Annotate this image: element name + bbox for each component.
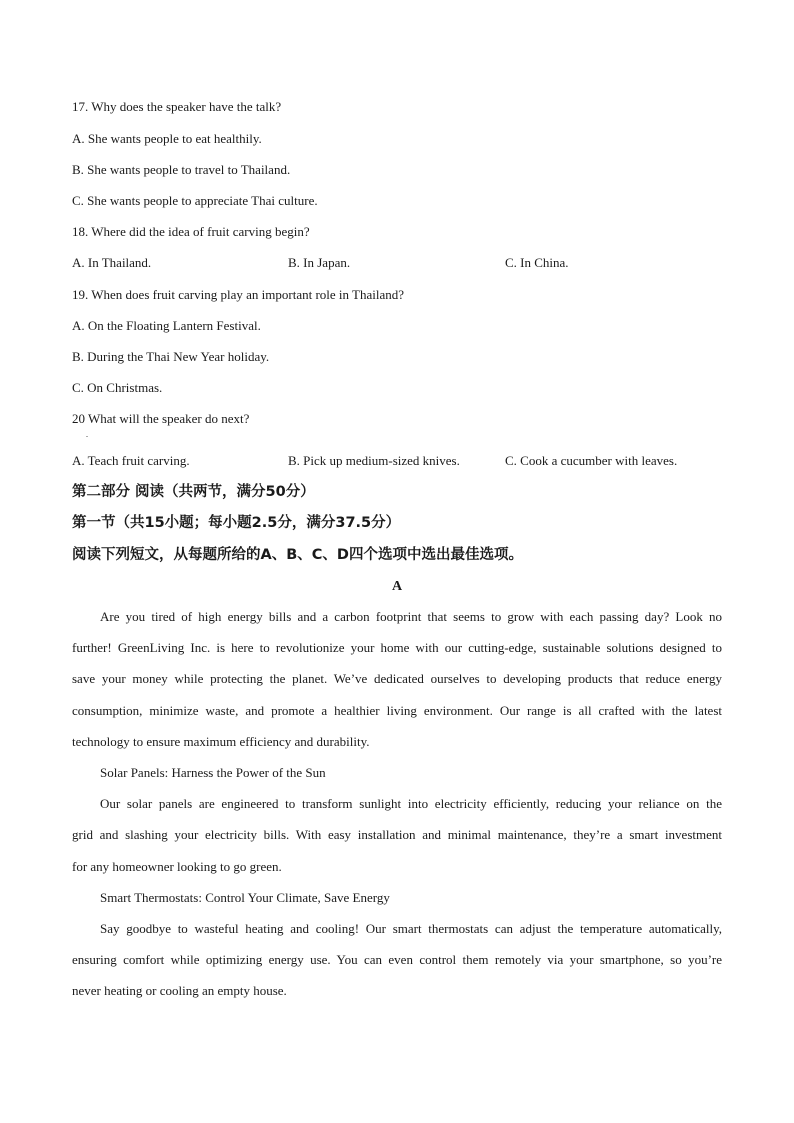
solar-line-2: grid and slashing your electricity bills. With easy installation and minimal maintenance, they’re a smart investment: [72, 827, 722, 842]
thermo-line-2: ensuring comfort while optimizing energy use. You can even control them remotely via your smartphone, so you’re: [72, 952, 722, 967]
question-19-stem: 19. When does fruit carving play an important role in Thailand?: [72, 287, 405, 302]
intro-line-5: technology to ensure maximum efficiency and durability.: [72, 734, 370, 749]
passage-letter: A: [391, 579, 403, 594]
question-20-stem: 20 What will the speaker do next?: [72, 411, 250, 426]
question-18-stem: 18. Where did the idea of fruit carving begin?: [72, 224, 310, 239]
question-17-stem: 17. Why does the speaker have the talk?: [72, 99, 282, 114]
subsection-heading: 第一节（共15小题；每小题2.5分，满分37.5分）: [72, 515, 401, 531]
thermostats-heading: Smart Thermostats: Control Your Climate, Save Energy: [100, 890, 390, 905]
question-18-option-a: A. In Thailand.: [72, 255, 152, 270]
question-19-option-b: B. During the Thai New Year holiday.: [72, 349, 270, 364]
question-18-option-c: C. In China.: [505, 255, 569, 270]
part-two-heading: 第二部分 阅读（共两节，满分50分）: [72, 484, 315, 500]
stray-dot: .: [86, 430, 88, 439]
question-17-option-a: A. She wants people to eat healthily.: [72, 131, 262, 146]
intro-line-1: Are you tired of high energy bills and a carbon footprint that seems to grow with each passing day? Look no: [100, 609, 722, 624]
intro-line-2: further! GreenLiving Inc. is here to revolutionize your home with our cutting-edge, sustainable solutions designed to: [72, 640, 722, 655]
intro-line-4: consumption, minimize waste, and promote a healthier living environment. Our range is all crafted with the latest: [72, 703, 722, 718]
intro-line-3: save your money while protecting the planet. We’ve dedicated ourselves to developing products that reduce energy: [72, 671, 722, 686]
solar-line-3: for any homeowner looking to go green.: [72, 859, 282, 874]
question-20-option-c: C. Cook a cucumber with leaves.: [505, 453, 678, 468]
question-18-option-b: B. In Japan.: [288, 255, 351, 270]
question-20-option-b: B. Pick up medium-sized knives.: [288, 453, 460, 468]
reading-instruction: 阅读下列短文，从每题所给的A、B、C、D四个选项中选出最佳选项。: [72, 547, 523, 563]
question-19-option-a: A. On the Floating Lantern Festival.: [72, 318, 261, 333]
thermo-line-1: Say goodbye to wasteful heating and cooling! Our smart thermostats can adjust the temperature automatically,: [100, 921, 722, 936]
solar-line-1: Our solar panels are engineered to transform sunlight into electricity efficiently, reducing your reliance on the: [100, 796, 722, 811]
question-17-option-b: B. She wants people to travel to Thailand.: [72, 162, 291, 177]
question-19-option-c: C. On Christmas.: [72, 380, 163, 395]
thermo-line-3: never heating or cooling an empty house.: [72, 983, 287, 998]
solar-panels-heading: Solar Panels: Harness the Power of the Sun: [100, 765, 326, 780]
question-20-option-a: A. Teach fruit carving.: [72, 453, 190, 468]
question-17-option-c: C. She wants people to appreciate Thai culture.: [72, 193, 318, 208]
